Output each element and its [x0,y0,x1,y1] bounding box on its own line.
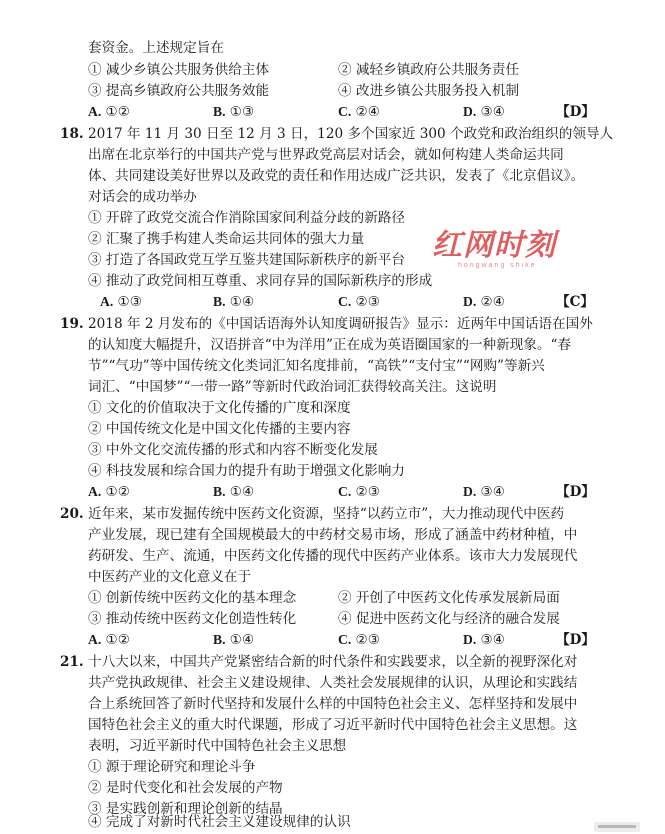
q17-option-4: ④ 改进乡镇公共服务投入机制 [338,83,520,99]
q20-option-3: ③ 推动传统中医药文化创造性转化 [88,611,297,627]
q20-answer-b: B. ①④ [213,632,255,648]
q18-answer-c: C. ②③ [338,294,380,310]
q17-option-1: ① 减少乡镇公共服务供给主体 [88,62,270,78]
q19-option-1: ① 文化的价值取决于文化传播的广度和深度 [88,400,351,416]
q18-answer-b: B. ①④ [213,294,255,310]
q19-option-4: ④ 科技发展和综合国力的提升有助于增强文化影响力 [88,463,405,479]
q19-answer-d: D. ③④ [463,484,505,500]
q19-number: 19. [60,316,84,332]
q19-key: 【D】 [556,484,595,500]
q21-option-2: ② 是时代变化和社会发展的产物 [88,780,283,796]
q19-answer-b: B. ①④ [213,484,255,500]
q20-answer-c: C. ②③ [338,632,380,648]
q18-option-2: ② 汇聚了携手构建人类命运共同体的强大力量 [88,231,365,247]
q17-key: 【D】 [556,104,595,120]
q17-answer-a: A. ①② [88,104,130,120]
q20-number: 20. [60,506,84,522]
q17-answer-d: D. ③④ [463,104,505,120]
q19-option-2: ② 中国传统文化是中国文化传播的主要内容 [88,421,351,437]
q21-number: 21. [60,654,84,670]
q21-option-4: ④ 完成了对新时代社会主义建设规律的认识 [88,814,351,830]
q20-option-2: ② 开创了中医药文化传承发展新局面 [338,590,560,606]
q17-answer-b: B. ①③ [213,104,255,120]
q21-option-3: ③ 是实践创新和理论创新的结晶 [88,801,283,817]
q18-number: 18. [60,126,84,142]
watermark-logo: 红网时刻 [432,229,556,262]
q18-answer-a: A. ①③ [100,294,142,310]
q19-answer-a: A. ①② [88,484,130,500]
q17-answer-c: C. ②④ [338,104,380,120]
q19-answer-c: C. ②③ [338,484,380,500]
watermark-subtitle: hongwang shike [458,262,537,269]
q18-option-4: ④ 推动了政党间相互尊重、求同存异的国际新秩序的形成 [88,273,433,289]
q17-option-3: ③ 提高乡镇政府公共服务效能 [88,83,270,99]
site-mark-icon [594,820,640,834]
q18-key: 【C】 [556,294,595,310]
q20-key: 【D】 [556,632,595,648]
q18-option-3: ③ 打造了各国政党互学互鉴共建国际新秩序的新平台 [88,252,405,268]
q20-option-4: ④ 促进中医药文化与经济的融合发展 [338,611,560,627]
q19-option-3: ③ 中外文化交流传播的形式和内容不断变化发展 [88,442,378,458]
q20-answer-a: A. ①② [88,632,130,648]
q20-answer-d: D. ③④ [463,632,505,648]
exam-page: 套资金。上述规定旨在 ① 减少乡镇公共服务供给主体 ② 减轻乡镇政府公共服务责任 ③ 提高乡镇政府公共服务效能 ④ 改进乡镇公共服务投入机制 A. ①② B. ①③ C. ②④ D. ③④ 【D】 18. 2017 年 11 月 30 日至 12 月 3 日，120 多个国家近 300 个政党和政治组织的领导人 出席在北京举行的中国共产党与世界政党高层对话会，就如何构建人类命运共同 体、共同建设美好世界以及政党的责任和作用达成广泛共识，发表了《北京倡议》。 对话会的成功举办 ① 开辟了政党交流合作消除国家间利益分歧的新路径 ② 汇聚了携手构建人类命运共同体的强大力量 ③ 打造了各国政党互学互鉴共建国际新秩序的新平台 ④ 推动了政党间相互尊重、求同存异的国际新秩序的形成 A. ①③ B. ①④ C. ②③ D. ②④ 【C】 红网时刻 hongwang shike 19. 2018 年 2 月发布的《中国话语海外认知度调研报告》显示：近两年中国话语在国外 的认知度大幅提升，汉语拼音“中为洋用”正在成为英语圈国家的一种新现象。“春 节”“气功”等中国传统文化类词汇知名度排前，“高铁”“支付宝”“网购”等新兴 词汇、“中国梦”“一带一路”等新时代政治词汇获得较高关注。这说明 ① 文化的价值取决于文化传播的广度和深度 ② 中国传统文化是中国文化传播的主要内容 ③ 中外文化交流传播的形式和内容不断变化发展 ④ 科技发展和综合国力的提升有助于增强文化影响力 A. ①② B. ①④ C. ②③ D. ③④ 【D】 20. 近年来，某市发掘传统中医药文化资源，坚持“以药立市”，大力推动现代中医药 产业发展，现已建有全国规模最大的中药材交易市场，形成了涵盖中药材种植，中 药研发、生产、流通，中医药文化传播的现代中医药产业体系。该市大力发展现代 中医药产业的文化意义在于 ① 创新传统中医药文化的基本理念 ② 开创了中医药文化传承发展新局面 ③ 推动传统中医药文化创造性转化 ④ 促进中医药文化与经济的融合发展 A. ①② B. ①④ C. ②③ D. ③④ 【D】 21. 十八大以来，中国共产党紧密结合新的时代条件和实践要求，以全新的视野深化对 共产党执政规律、社会主义建设规律、人类社会发展规律的认识，从理论和实践结 合上系统回答了新时代坚持和发展什么样的中国特色社会主义、怎样坚持和发展中 国特色社会主义的重大时代课题，形成了习近平新时代中国特色社会主义思想。这 表明，习近平新时代中国特色社会主义思想 ① 源于理论研究和理论斗争 ② 是时代变化和社会发展的产物 ③ 是实践创新和理论创新的结晶 ④ 完成了对新时代社会主义建设规律的认识 [0,0,665,834]
q21-option-1: ① 源于理论研究和理论斗争 [88,759,256,775]
q17-option-2: ② 减轻乡镇政府公共服务责任 [338,62,520,78]
q18-option-1: ① 开辟了政党交流合作消除国家间利益分歧的新路径 [88,210,405,226]
q20-option-1: ① 创新传统中医药文化的基本理念 [88,590,297,606]
q18-answer-d: D. ②④ [463,294,505,310]
